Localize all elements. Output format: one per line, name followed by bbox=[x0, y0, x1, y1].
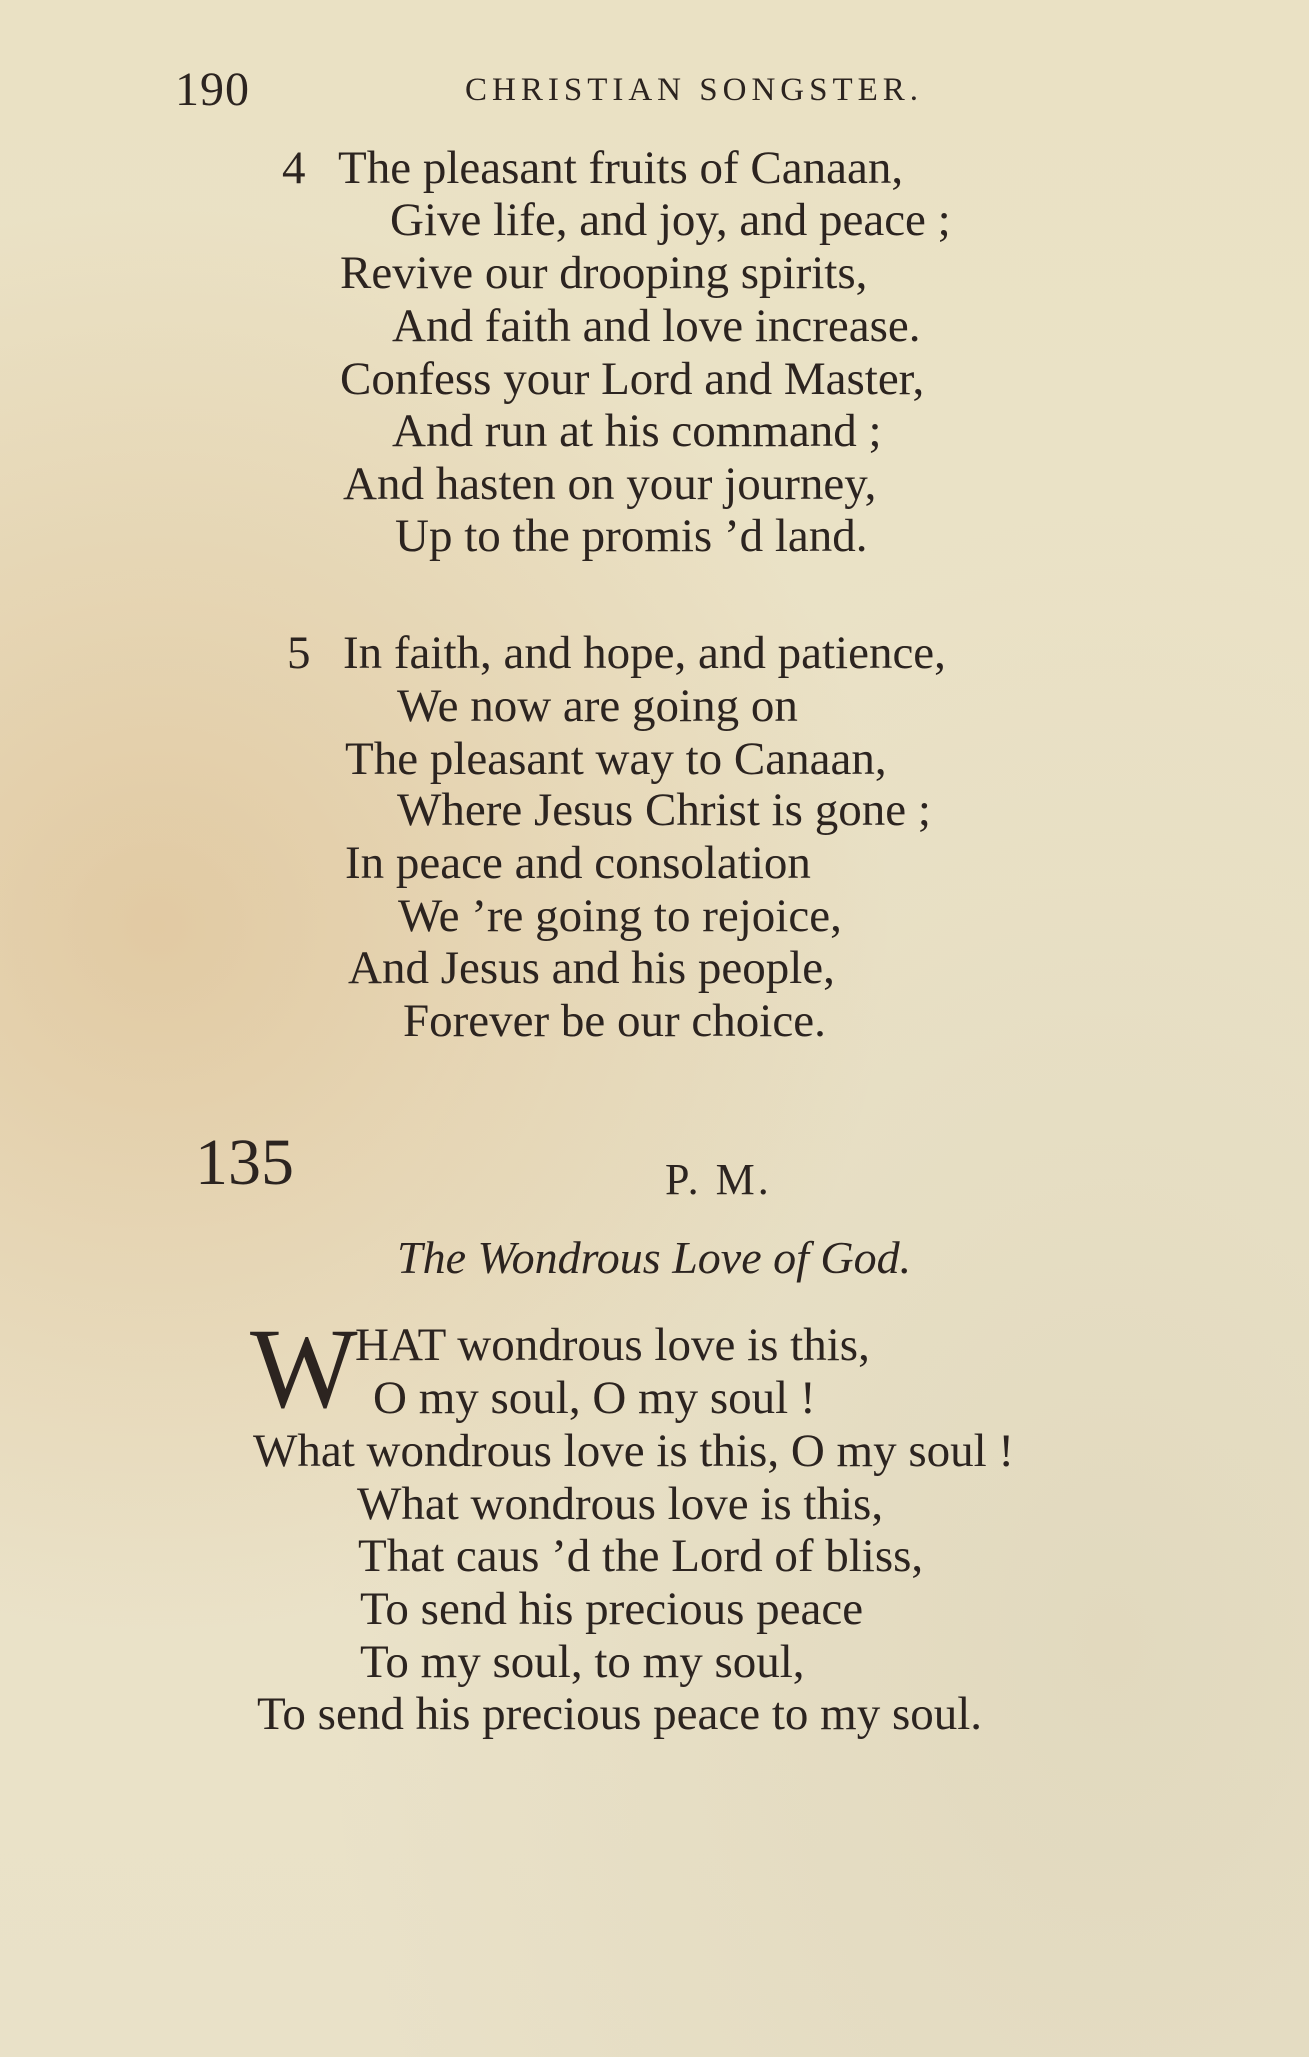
hymn-title: The Wondrous Love of God. bbox=[397, 1232, 912, 1283]
verse-line: We ’re going to rejoice, bbox=[398, 890, 842, 942]
stanza-number: 5 bbox=[287, 627, 311, 679]
verse-line: To send his precious peace bbox=[360, 1583, 864, 1635]
verse-line: And faith and love increase. bbox=[392, 300, 921, 352]
book-title: CHRISTIAN SONGSTER. bbox=[465, 72, 924, 108]
verse-line: To my soul, to my soul, bbox=[360, 1636, 805, 1688]
verse-line: Give life, and joy, and peace ; bbox=[390, 194, 951, 246]
verse-line: That caus ’d the Lord of bliss, bbox=[358, 1530, 924, 1582]
verse-line: Up to the promis ’d land. bbox=[395, 510, 868, 562]
verse-line: O my soul, O my soul ! bbox=[373, 1372, 816, 1424]
verse-line: Forever be our choice. bbox=[403, 995, 826, 1047]
verse-line: HAT wondrous love is this, bbox=[355, 1319, 870, 1371]
verse-line: And Jesus and his people, bbox=[348, 942, 835, 994]
verse-line: Confess your Lord and Master, bbox=[340, 353, 925, 405]
hymn-meter: P. M. bbox=[665, 1155, 772, 1204]
verse-line: In peace and consolation bbox=[345, 837, 811, 889]
running-head bbox=[175, 58, 995, 118]
verse-line: And run at his command ; bbox=[392, 405, 882, 457]
verse-line: Where Jesus Christ is gone ; bbox=[397, 784, 931, 836]
hymn-number: 135 bbox=[195, 1126, 294, 1199]
stanza-number: 4 bbox=[282, 142, 306, 194]
verse-line: To send his precious peace to my soul. bbox=[257, 1688, 983, 1740]
verse-line: Revive our drooping spirits, bbox=[340, 247, 868, 299]
verse-line: The pleasant way to Canaan, bbox=[345, 733, 887, 785]
verse-line: And hasten on your journey, bbox=[343, 458, 877, 510]
verse-line: The pleasant fruits of Canaan, bbox=[338, 142, 904, 194]
page-number: 190 bbox=[175, 63, 250, 116]
verse-line: What wondrous love is this, O my soul ! bbox=[253, 1425, 1015, 1477]
verse-line: We now are going on bbox=[397, 680, 798, 732]
drop-cap: W bbox=[250, 1305, 358, 1432]
verse-line: What wondrous love is this, bbox=[357, 1478, 884, 1530]
verse-line: In faith, and hope, and patience, bbox=[343, 627, 946, 679]
